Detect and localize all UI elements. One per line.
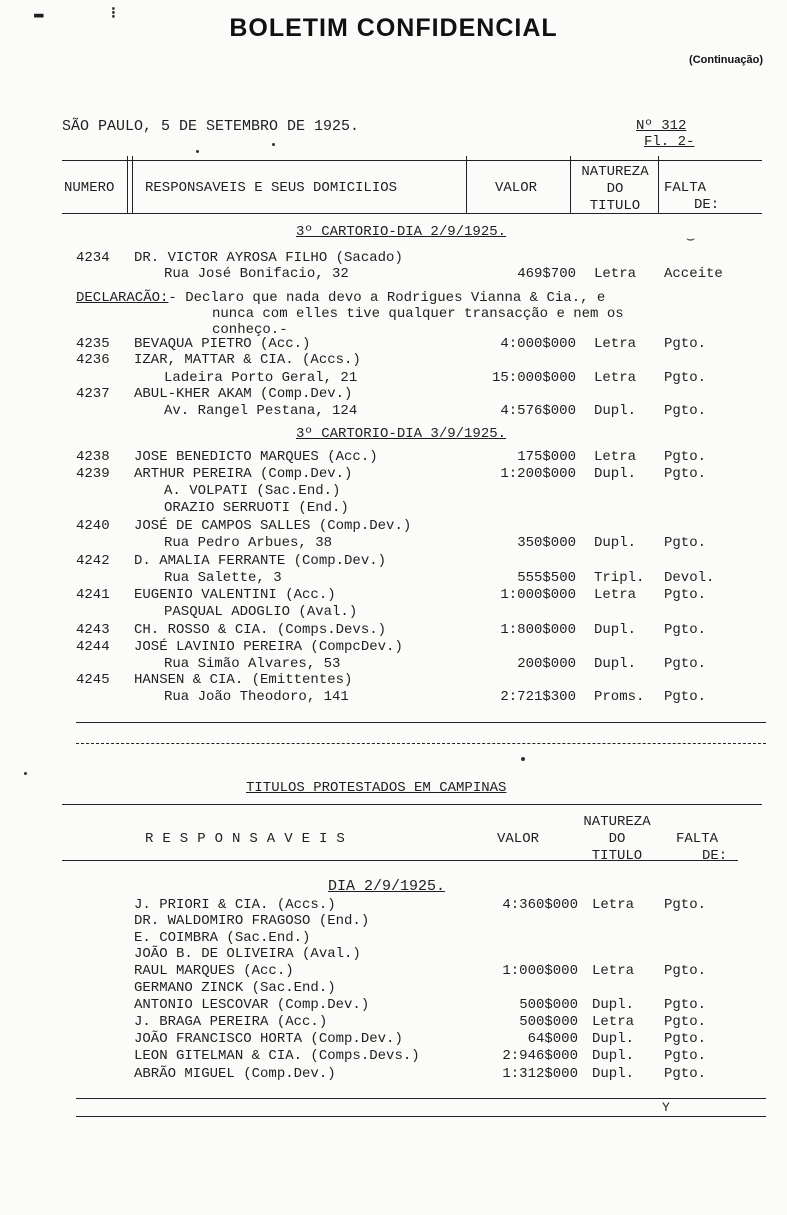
- section-heading-cartorio-2: 3º CARTORIO-DIA 3/9/1925.: [296, 426, 507, 442]
- place-date: SÃO PAULO, 5 DE SETEMBRO DE 1925.: [62, 118, 360, 135]
- row-natureza: Letra: [592, 1014, 635, 1030]
- falta-line: DE:: [702, 848, 728, 864]
- row-responsavel: Rua Simão Alvares, 53: [164, 656, 341, 672]
- row-valor: 200$000: [517, 656, 576, 672]
- row-responsavel: Rua Salette, 3: [164, 570, 282, 586]
- row-responsavel: PASQUAL ADOGLIO (Aval.): [164, 604, 358, 620]
- continuation-label: (Continuação): [689, 54, 763, 66]
- section2-day-heading: DIA 2/9/1925.: [328, 878, 446, 895]
- ink-speck: [196, 150, 199, 153]
- row-falta: Pgto.: [664, 403, 707, 419]
- table-row: [0, 672, 787, 689]
- table-row: [0, 604, 787, 621]
- row-falta: Pgto.: [664, 622, 707, 638]
- row-responsavel: Rua José Bonifacio, 32: [164, 266, 349, 282]
- table-row: [0, 370, 787, 387]
- row-falta: Pgto.: [664, 656, 707, 672]
- page-title: BOLETIM CONFIDENCIAL: [229, 14, 558, 42]
- table-row: [0, 1066, 787, 1083]
- table-row: [0, 587, 787, 604]
- row-responsavel: GERMANO ZINCK (Sac.End.): [134, 980, 336, 996]
- row-falta: Pgto.: [664, 336, 707, 352]
- table-row: [0, 500, 787, 517]
- corner-mark: ⌣: [686, 232, 696, 248]
- row-responsavel: IZAR, MATTAR & CIA. (Accs.): [134, 352, 361, 368]
- row-number: 4240: [76, 518, 110, 534]
- row-responsavel: ARTHUR PEREIRA (Comp.Dev.): [134, 466, 353, 482]
- col-divider: [466, 156, 467, 214]
- table-row: [0, 656, 787, 673]
- col-divider: [658, 156, 659, 214]
- row-responsavel: JOSE BENEDICTO MARQUES (Acc.): [134, 449, 378, 465]
- row-number: 4244: [76, 639, 110, 655]
- row-responsavel: RAUL MARQUES (Acc.): [134, 963, 294, 979]
- row-responsavel: JOÃO FRANCISCO HORTA (Comp.Dev.): [134, 1031, 403, 1047]
- row-number: 4242: [76, 553, 110, 569]
- row-natureza: Dupl.: [594, 403, 637, 419]
- section2-header-rule: [62, 860, 738, 861]
- ink-speck: [24, 772, 27, 775]
- table-row: [0, 689, 787, 706]
- declaracao-title: DECLARACÃO:: [76, 290, 169, 306]
- row-valor: 350$000: [517, 535, 576, 551]
- row-valor: 15:000$000: [491, 370, 576, 386]
- col-header-numero: NUMERO: [64, 180, 115, 196]
- row-number: 4238: [76, 449, 110, 465]
- row-falta: Acceite: [664, 266, 723, 282]
- row-responsavel: Rua Pedro Arbues, 38: [164, 535, 333, 551]
- row-valor: 4:360$000: [502, 897, 578, 913]
- row-valor: 1:000$000: [502, 963, 578, 979]
- section2-top-rule: [62, 804, 762, 805]
- row-falta: Pgto.: [664, 587, 707, 603]
- row-falta: Pgto.: [664, 997, 707, 1013]
- s2-col-header-natureza: [574, 814, 660, 865]
- declaracao-text: conheço.-: [212, 322, 288, 338]
- row-responsavel: LEON GITELMAN & CIA. (Comps.Devs.): [134, 1048, 420, 1064]
- row-valor: 1:000$000: [500, 587, 576, 603]
- table-row: [0, 997, 787, 1014]
- table-row: [0, 483, 787, 500]
- row-number: 4236: [76, 352, 110, 368]
- row-valor: 555$500: [517, 570, 576, 586]
- col-header-responsaveis: RESPONSAVEIS E SEUS DOMICILIOS: [145, 180, 398, 196]
- s2-col-header-responsaveis: RESPONSAVEIS: [145, 831, 354, 847]
- row-valor: 175$000: [517, 449, 576, 465]
- row-natureza: Dupl.: [594, 535, 637, 551]
- row-falta: Pgto.: [664, 535, 707, 551]
- row-natureza: Dupl.: [594, 656, 637, 672]
- declaracao-label: [76, 290, 605, 307]
- section1-end-rule: [76, 743, 766, 744]
- row-responsavel: DR. VICTOR AYROSA FILHO (Sacado): [134, 250, 403, 266]
- row-number: 4234: [76, 250, 110, 266]
- section1-end-rule: [76, 722, 766, 723]
- row-responsavel: ABUL-KHER AKAM (Comp.Dev.): [134, 386, 353, 402]
- table-row: [0, 946, 787, 963]
- row-responsavel: JOÃO B. DE OLIVEIRA (Aval.): [134, 946, 361, 962]
- section2-title: TITULOS PROTESTADOS EM CAMPINAS: [246, 780, 507, 796]
- footer-mark: Y: [662, 1100, 670, 1115]
- row-responsavel: A. VOLPATI (Sac.End.): [164, 483, 341, 499]
- table-row: [0, 403, 787, 420]
- ink-speck: [521, 757, 525, 761]
- row-natureza: Dupl.: [592, 1066, 635, 1082]
- table-row: [0, 266, 787, 283]
- row-responsavel: ORAZIO SERRUOTI (End.): [164, 500, 349, 516]
- row-number: 4241: [76, 587, 110, 603]
- row-responsavel: ABRÃO MIGUEL (Comp.Dev.): [134, 1066, 336, 1082]
- row-natureza: Letra: [594, 587, 637, 603]
- row-natureza: Letra: [594, 336, 637, 352]
- row-number: 4245: [76, 672, 110, 688]
- table-row: [0, 1031, 787, 1048]
- row-falta: Pgto.: [664, 370, 707, 386]
- table-row: [0, 386, 787, 403]
- col-divider: [570, 156, 571, 214]
- row-number: 4239: [76, 466, 110, 482]
- col-header-natureza: [572, 164, 658, 215]
- table-row: [0, 980, 787, 997]
- row-valor: 500$000: [519, 997, 578, 1013]
- table-row: [0, 1014, 787, 1031]
- row-responsavel: JOSÉ DE CAMPOS SALLES (Comp.Dev.): [134, 518, 412, 534]
- col-divider: [127, 156, 128, 214]
- row-valor: 469$700: [517, 266, 576, 282]
- row-responsavel: J. BRAGA PEREIRA (Acc.): [134, 1014, 328, 1030]
- row-valor: 1:200$000: [500, 466, 576, 482]
- declaracao-text: nunca com elles tive qualquer transacção e nem os: [212, 306, 624, 322]
- falta-line: DE:: [694, 197, 720, 213]
- table-row: [0, 449, 787, 466]
- row-responsavel: JOSÉ LAVINIO PEREIRA (CompcDev.): [134, 639, 403, 655]
- row-responsavel: E. COIMBRA (Sac.End.): [134, 930, 311, 946]
- table-row: [0, 930, 787, 947]
- corner-mark: ▬ ⁝: [34, 5, 116, 23]
- natureza-line: DO: [606, 181, 624, 197]
- col-header-falta: [664, 180, 719, 214]
- natureza-line: DO: [608, 831, 626, 847]
- table-row: [0, 535, 787, 552]
- row-valor: 1:312$000: [502, 1066, 578, 1082]
- table-row: [0, 336, 787, 353]
- row-responsavel: EUGENIO VALENTINI (Acc.): [134, 587, 336, 603]
- row-falta: Pgto.: [664, 897, 707, 913]
- row-natureza: Dupl.: [594, 466, 637, 482]
- row-falta: Pgto.: [664, 689, 707, 705]
- ink-speck: [272, 143, 275, 146]
- row-valor: 4:000$000: [500, 336, 576, 352]
- row-natureza: Proms.: [594, 689, 645, 705]
- row-natureza: Dupl.: [592, 1031, 635, 1047]
- row-natureza: Letra: [594, 370, 637, 386]
- section2-end-rule: [76, 1116, 766, 1117]
- row-responsavel: Rua João Theodoro, 141: [164, 689, 349, 705]
- falta-line: FALTA: [664, 180, 707, 196]
- table-row: [0, 518, 787, 535]
- row-number: 4235: [76, 336, 110, 352]
- row-responsavel: DR. WALDOMIRO FRAGOSO (End.): [134, 913, 370, 929]
- row-natureza: Tripl.: [594, 570, 645, 586]
- natureza-line: NATUREZA: [581, 164, 649, 180]
- declaracao-text: - Declaro que nada devo a Rodrigues Vianna & Cia., e: [168, 290, 606, 306]
- row-natureza: Letra: [592, 963, 635, 979]
- row-responsavel: ANTONIO LESCOVAR (Comp.Dev.): [134, 997, 370, 1013]
- row-number: 4237: [76, 386, 110, 402]
- row-falta: Pgto.: [664, 963, 707, 979]
- row-responsavel: HANSEN & CIA. (Emittentes): [134, 672, 353, 688]
- row-falta: Devol.: [664, 570, 715, 586]
- row-falta: Pgto.: [664, 1014, 707, 1030]
- table-row: [0, 913, 787, 930]
- row-falta: Pgto.: [664, 1048, 707, 1064]
- row-natureza: Letra: [594, 266, 637, 282]
- row-valor: 4:576$000: [500, 403, 576, 419]
- s2-col-header-valor: VALOR: [497, 831, 540, 847]
- row-valor: 500$000: [519, 1014, 578, 1030]
- table-row: [0, 250, 787, 267]
- row-responsavel: Av. Rangel Pestana, 124: [164, 403, 358, 419]
- table-top-rule: [62, 160, 762, 161]
- row-natureza: Letra: [594, 449, 637, 465]
- table-row: [0, 622, 787, 639]
- row-falta: Pgto.: [664, 1066, 707, 1082]
- falta-line: FALTA: [676, 831, 719, 847]
- natureza-line: NATUREZA: [583, 814, 651, 830]
- table-row: [0, 352, 787, 369]
- row-responsavel: BEVAQUA PIETRO (Acc.): [134, 336, 311, 352]
- table-row: [0, 897, 787, 914]
- natureza-line: TITULO: [589, 198, 641, 214]
- row-valor: 2:946$000: [502, 1048, 578, 1064]
- row-responsavel: J. PRIORI & CIA. (Accs.): [134, 897, 336, 913]
- col-divider: [132, 156, 133, 214]
- row-valor: 1:800$000: [500, 622, 576, 638]
- col-header-valor: VALOR: [495, 180, 538, 196]
- natureza-line: TITULO: [591, 848, 643, 864]
- bulletin-number: Nº 312: [636, 118, 687, 134]
- table-row: [0, 963, 787, 980]
- row-falta: Pgto.: [664, 1031, 707, 1047]
- row-valor: 64$000: [527, 1031, 578, 1047]
- folio-number: Fl. 2-: [644, 134, 695, 150]
- row-natureza: Dupl.: [594, 622, 637, 638]
- table-row: [0, 570, 787, 587]
- section-heading-cartorio-1: 3º CARTORIO-DIA 2/9/1925.: [296, 224, 507, 240]
- table-row: [0, 639, 787, 656]
- row-number: 4243: [76, 622, 110, 638]
- table-row: [0, 466, 787, 483]
- row-responsavel: D. AMALIA FERRANTE (Comp.Dev.): [134, 553, 387, 569]
- row-natureza: Dupl.: [592, 1048, 635, 1064]
- row-falta: Pgto.: [664, 466, 707, 482]
- row-valor: 2:721$300: [500, 689, 576, 705]
- row-natureza: Letra: [592, 897, 635, 913]
- table-row: [0, 1048, 787, 1065]
- row-responsavel: CH. ROSSO & CIA. (Comps.Devs.): [134, 622, 387, 638]
- row-responsavel: Ladeira Porto Geral, 21: [164, 370, 358, 386]
- row-natureza: Dupl.: [592, 997, 635, 1013]
- table-row: [0, 553, 787, 570]
- row-falta: Pgto.: [664, 449, 707, 465]
